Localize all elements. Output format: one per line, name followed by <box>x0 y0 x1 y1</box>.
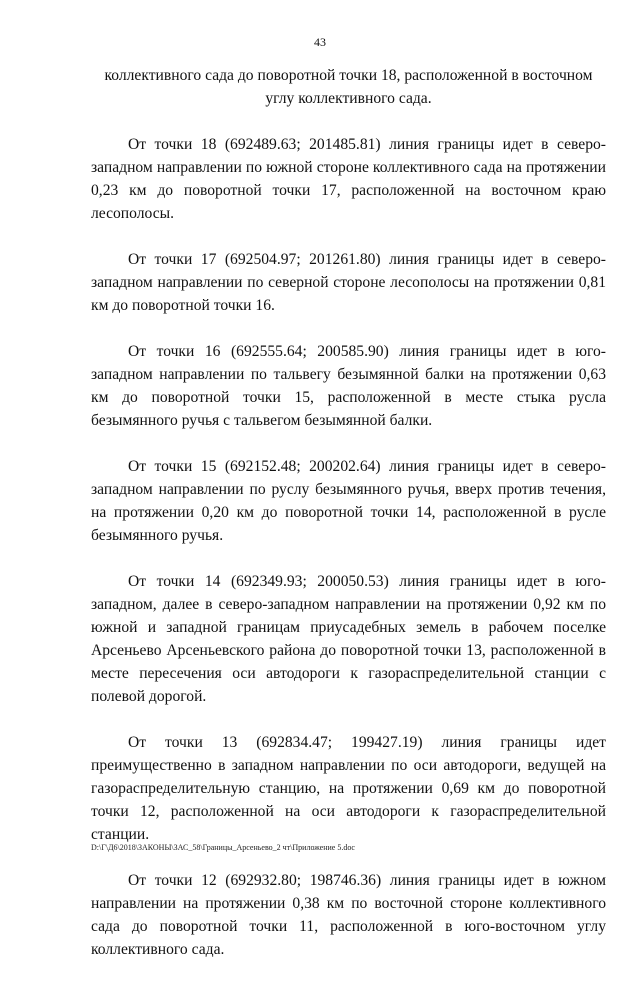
paragraph-continuation: коллективного сада до поворотной точки 18, расположенной в восточном углу коллективного сада. <box>104 67 593 107</box>
paragraph-point-16: От точки 16 (692555.64; 200585.90) линия границы идет в юго-западном направлении по тальвегу безымянной балки на протяжении 0,63 км до поворотной точки 15, расположенной в месте стыка русла безымянного ручья с тальвегом безымянной балки. <box>91 343 606 429</box>
paragraph-point-17: От точки 17 (692504.97; 201261.80) линия границы идет в северо-западном направлении по северной стороне лесополосы на протяжении 0,81 км до поворотной точки 16. <box>91 251 606 314</box>
paragraph-point-15: От точки 15 (692152.48; 200202.64) линия границы идет в северо-западном направлении по руслу безымянного ручья, вверх против течения, на протяжении 0,20 км до поворотной точки 14, расположенной в русле безымянного ручья. <box>91 458 606 544</box>
paragraph-point-14: От точки 14 (692349.93; 200050.53) линия границы идет в юго-западном, далее в северо-западном направлении на протяжении 0,92 км по южной и западной границам приусадебных земель в рабочем поселке Арсеньево Арсеньевского района до поворотной точки 13, расположенной в месте пересечения оси автодороги к газораспределительной станции с полевой дорогой. <box>91 573 606 705</box>
page-number: 43 <box>314 35 326 49</box>
paragraph-point-13: От точки 13 (692834.47; 199427.19) линия границы идет преимущественно в западном направлении по оси автодороги, ведущей на газораспределительную станцию, на протяжении 0,69 км до поворотной точки 12, расположенной на оси автодороги к газораспределительной станции. <box>91 734 606 843</box>
paragraph-point-12: От точки 12 (692932.80; 198746.36) линия границы идет в южном направлении на протяжении 0,38 км по восточной стороне коллективного сада до поворотной точки 11, расположенной в юго-восточном углу коллективного сада. <box>91 872 606 958</box>
footer-file-path: D:\Г\Д6\2018\ЗАКОНЫ\ЗАС_58\Границы_Арсеньево_2 чт\Приложение 5.doc <box>91 843 355 852</box>
paragraph-point-18: От точки 18 (692489.63; 201485.81) линия границы идет в северо-западном направлении по южной стороне коллективного сада на протяжении 0,23 км до поворотной точки 17, расположенной на восточном краю лесополосы. <box>91 136 606 222</box>
